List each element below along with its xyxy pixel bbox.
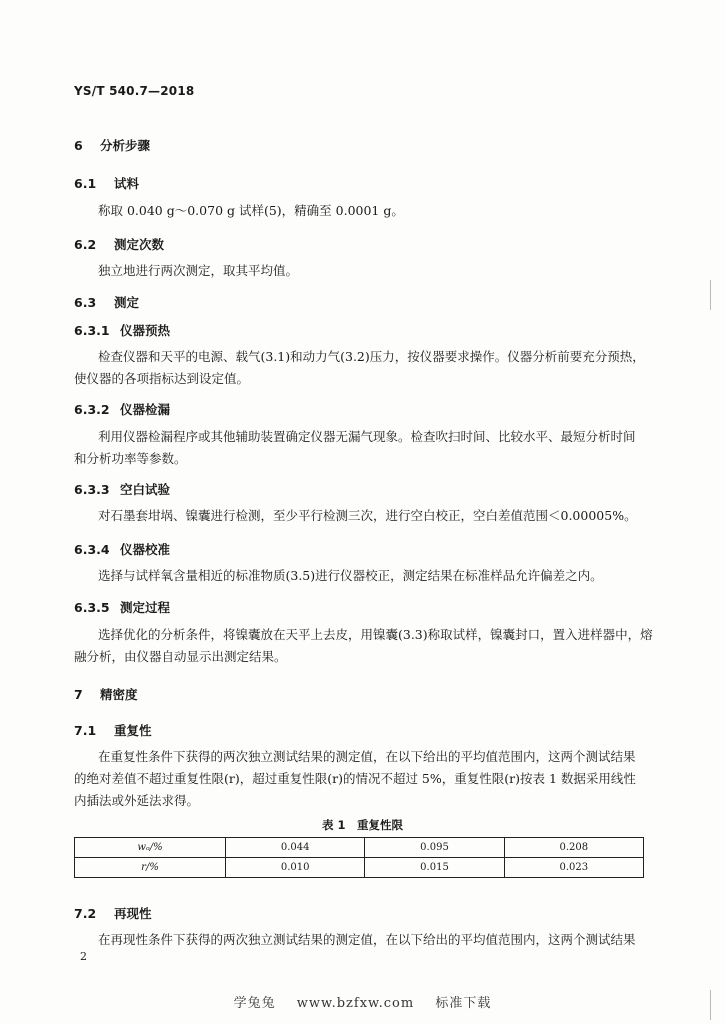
- section-6-3-heading: [74, 293, 139, 311]
- section-7-2-heading: [74, 904, 152, 922]
- row-header: wₒ/%: [75, 838, 226, 858]
- repeatability-table: [74, 837, 644, 878]
- section-6-heading: [74, 136, 150, 154]
- table-caption: 表 1 重复性限: [321, 818, 403, 832]
- section-title: 仪器检漏: [120, 402, 171, 417]
- table-row: [75, 858, 644, 878]
- footer-watermark: [0, 992, 725, 1011]
- section-number: 6.1: [74, 176, 97, 191]
- footer-site-name: 学兔兔: [233, 996, 276, 1011]
- paragraph-line: 利用仪器检漏程序或其他辅助装置确定仪器无漏气现象。检查吹扫时间、比较水平、最短分析时间: [98, 429, 636, 444]
- table-cell: 0.208: [504, 838, 643, 858]
- section-6-3-5-heading: [74, 598, 170, 616]
- table-cell: 0.044: [226, 838, 365, 858]
- paragraph-line: 选择与试样氧含量相近的标准物质(3.5)进行仪器校正，测定结果在标准样品允许偏差之内。: [98, 568, 603, 583]
- section-6-3-1-body: [74, 346, 650, 390]
- paragraph-line: 独立地进行两次测定，取其平均值。: [98, 263, 299, 278]
- paragraph-line: 称取 0.040 g～0.070 g 试样(5)，精确至 0.0001 g。: [98, 203, 404, 218]
- section-title: 精密度: [100, 687, 138, 702]
- table-cell: 0.023: [504, 858, 643, 878]
- paragraph-line: 融分析，由仪器自动显示出测定结果。: [74, 649, 287, 664]
- scan-edge-mark: [710, 280, 711, 310]
- section-number: 6.3: [74, 295, 97, 310]
- paragraph-line: 在重复性条件下获得的两次独立测试结果的测定值，在以下给出的平均值范围内，这两个测试结果: [98, 749, 636, 764]
- section-title: 测定次数: [114, 237, 165, 252]
- section-number: 6.3.4: [74, 542, 110, 557]
- section-7-1-body: [74, 746, 650, 812]
- footer-url: www.bzfxw.com: [296, 996, 415, 1011]
- paragraph-line: 使仪器的各项指标达到设定值。: [74, 371, 250, 386]
- section-number: 7.1: [74, 723, 97, 738]
- section-7-heading: [74, 685, 138, 703]
- section-7-2-body: [74, 929, 650, 951]
- table-cell: 0.010: [226, 858, 365, 878]
- section-6-1-heading: [74, 174, 139, 192]
- section-6-3-4-body: [74, 565, 650, 587]
- section-6-3-4-heading: [74, 540, 170, 558]
- paragraph-line: 选择优化的分析条件，将镍囊放在天平上去皮，用镍囊(3.3)称取试样，镍囊封口，置入进样器中，熔: [98, 627, 653, 642]
- section-6-2-heading: [74, 235, 164, 253]
- table-row: [75, 838, 644, 858]
- section-6-3-5-body: [74, 624, 653, 668]
- section-6-3-2-body: [74, 426, 650, 470]
- section-number: 7.2: [74, 906, 97, 921]
- paragraph-line: 的绝对差值不超过重复性限(r)，超过重复性限(r)的情况不超过 5%，重复性限(r)按表 1 数据采用线性: [74, 771, 636, 786]
- section-6-3-2-heading: [74, 400, 170, 418]
- section-title: 测定过程: [120, 600, 171, 615]
- section-6-3-3-body: [74, 505, 650, 527]
- footer-slogan: 标准下载: [435, 996, 492, 1011]
- section-title: 仪器预热: [120, 323, 171, 338]
- section-title: 测定: [114, 295, 140, 310]
- paragraph-line: 内插法或外延法求得。: [74, 793, 200, 808]
- section-number: 6: [74, 138, 83, 153]
- section-6-3-1-heading: [74, 321, 170, 339]
- section-6-3-3-heading: [74, 480, 170, 498]
- scan-edge-mark: [710, 990, 711, 1020]
- standard-code: YS/T 540.7—2018: [74, 84, 195, 98]
- paragraph-line: 检查仪器和天平的电源、载气(3.1)和动力气(3.2)压力，按仪器要求操作。仪器分析前要充分预热，: [98, 349, 645, 364]
- section-title: 分析步骤: [100, 138, 151, 153]
- section-title: 试料: [114, 176, 140, 191]
- section-7-1-heading: [74, 721, 152, 739]
- paragraph-line: 在再现性条件下获得的两次独立测试结果的测定值，在以下给出的平均值范围内，这两个测试结果: [98, 932, 636, 947]
- section-number: 6.3.5: [74, 600, 110, 615]
- section-title: 重复性: [114, 723, 152, 738]
- row-header: r/%: [75, 858, 226, 878]
- section-number: 7: [74, 687, 83, 702]
- section-6-2-body: [74, 260, 650, 282]
- section-title: 空白试验: [120, 482, 171, 497]
- section-number: 6.3.2: [74, 402, 110, 417]
- paragraph-line: 和分析功率等参数。: [74, 451, 187, 466]
- section-number: 6.3.3: [74, 482, 110, 497]
- section-number: 6.2: [74, 237, 97, 252]
- section-number: 6.3.1: [74, 323, 110, 338]
- paragraph-line: 对石墨套坩埚、镍囊进行检测，至少平行检测三次，进行空白校正，空白差值范围＜0.00005%。: [98, 508, 637, 523]
- page-number: 2: [80, 950, 87, 963]
- section-title: 再现性: [114, 906, 152, 921]
- table-cell: 0.095: [365, 838, 504, 858]
- section-title: 仪器校准: [120, 542, 171, 557]
- table-cell: 0.015: [365, 858, 504, 878]
- section-6-1-body: [74, 200, 650, 222]
